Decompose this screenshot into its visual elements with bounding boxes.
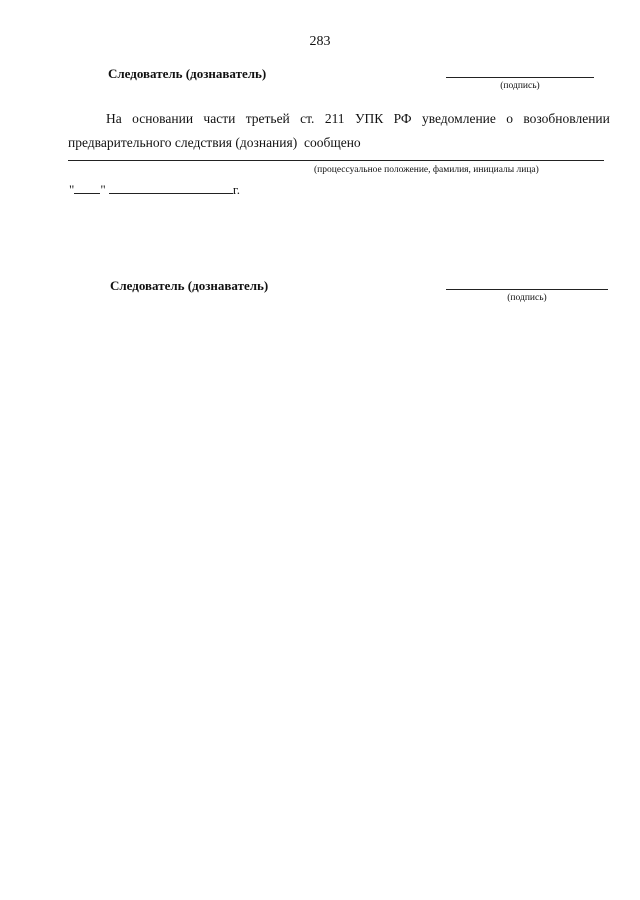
notice-word: уведомление: [421, 111, 496, 126]
notice-word: На: [106, 111, 122, 126]
page-number: 283: [309, 34, 331, 49]
signature-line-bottom: [446, 289, 608, 290]
date-row: [69, 181, 240, 198]
notice-word: 211: [324, 111, 345, 126]
person-caption: (процессуальное положение, фамилия, инициалы лица): [314, 165, 539, 175]
investigator-title-bottom: Следователь (дознаватель): [110, 278, 269, 293]
notice-word: ст.: [300, 111, 315, 126]
notice-word: основании: [132, 111, 194, 126]
notice-word: третьей: [245, 111, 290, 126]
person-fill-line: [68, 160, 604, 161]
notice-word: УПК: [354, 111, 384, 126]
notice-word: части: [203, 111, 236, 126]
notice-word: возобновлении: [523, 111, 610, 126]
signature-caption-top: (подпись): [500, 81, 540, 91]
signature-caption-bottom: (подпись): [507, 293, 547, 303]
day-blank: [74, 181, 100, 194]
notice-word: о: [506, 111, 514, 126]
investigator-title-top: Следователь (дознаватель): [108, 66, 267, 81]
date-open-quote: ": [69, 182, 75, 197]
notice-line-2: предварительного следствия (дознания) сообщено: [68, 135, 361, 150]
month-year-blank: [109, 181, 233, 194]
notice-word: РФ: [393, 111, 412, 126]
year-suffix: г.: [232, 182, 240, 197]
notice-line-1: [106, 110, 610, 128]
signature-line-top: [446, 77, 594, 78]
date-close-quote: ": [100, 182, 106, 197]
